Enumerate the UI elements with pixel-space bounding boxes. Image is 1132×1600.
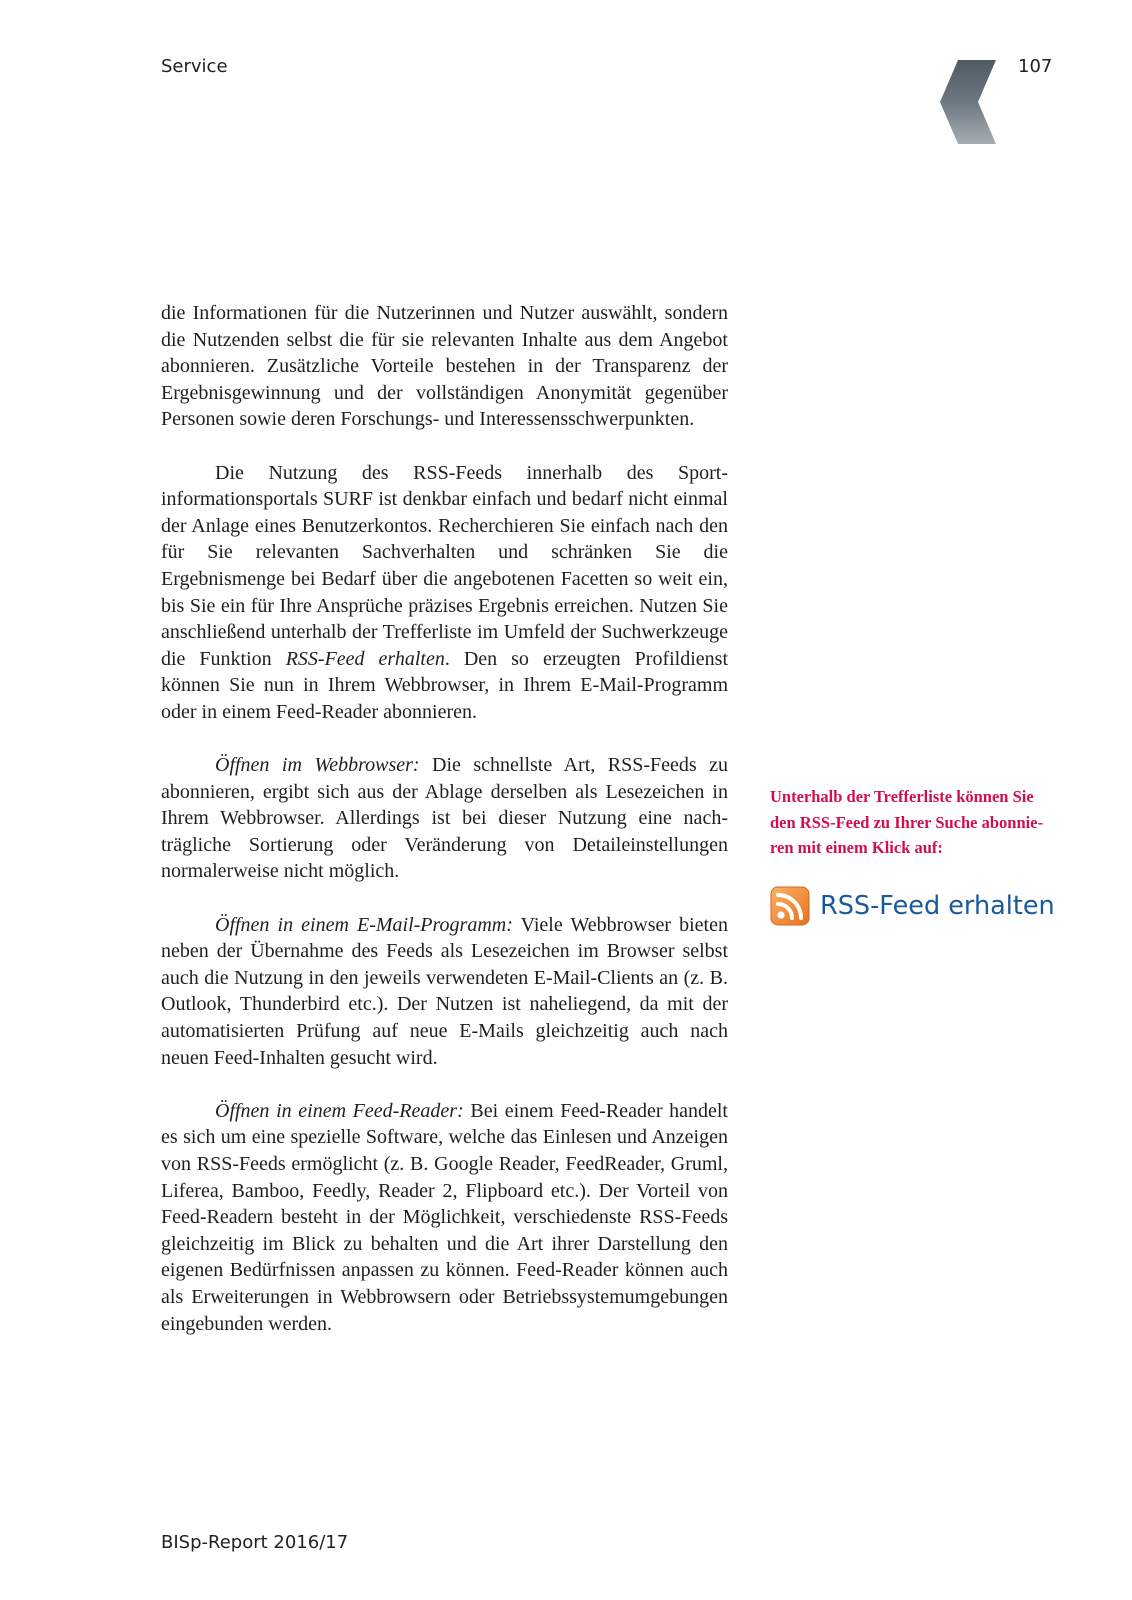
rss-feed-label: RSS-Feed erhalten — [820, 891, 1055, 921]
paragraph-5-text: Bei einem Feed-Reader handelt es sich um eine spezielle Software, welche das Einlesen und Anzeigen von RSS-Feeds ermöglicht (z. B. Google Reader, FeedReader, Gruml, Liferea, Bamboo, Feedly, Reader 2, Flipboard etc.). Der Vorteil von Feed-Readern besteht in der Möglichkeit, verschiedenste RSS-Feeds gleichzeitig im Blick zu behalten und die Art ihrer Darstellung den eigenen Bedürfnissen anpassen zu können. Feed-Reader können auch als Erweiterungen in Webbrowsern oder Betriebssystemumgebungen eingebunden werden. — [161, 1099, 728, 1335]
paragraph-2-text-a: Die Nutzung des RSS-Feeds innerhalb des Sportinformationsportals SURF ist denkbar einfach und bedarf nicht einmal der Anlage eines Benutzerkontos. Recherchieren Sie einfach nach den für Sie relevanten Sachverhalten und schränken Sie die Ergebnismenge bei Bedarf über die angebotenen Facetten so weit ein, bis Sie ein für Ihre Ansprüche präzises Ergebnis erreichen. Nutzen Sie anschließend unterhalb der Trefferliste im Umfeld der Suchwerkzeuge die Funktion — [161, 461, 728, 670]
paragraph-2-emphasis: RSS-Feed erhalten — [285, 647, 445, 670]
paragraph-4-text: Viele Webbrowser bieten neben der Übernahme des Feeds als Lesezeichen im Browser selbst auch die Nutzung in den jeweils verwendeten E-Mail-Clients an (z. B. Outlook, Thunderbird etc.). Der Nutzen ist naheliegend, da mit der automatisierten Prüfung auf neue E-Mails gleichzeitig auch nach neuen Feed-Inhalten gesucht wird. — [161, 913, 728, 1069]
paragraph-2-text-b: . Den so erzeugten Profildienst können Sie nun in Ihrem Webbrowser, in Ihrem E-Mail-Programm oder in einem Feed-Reader abonnieren. — [161, 647, 728, 723]
running-header-section: Service — [161, 56, 228, 77]
paragraph-4 — [161, 912, 728, 1072]
paragraph-3 — [161, 752, 728, 885]
paragraph-1: die Informationen für die Nutzerinnen und Nutzer auswählt, sondern die Nutzenden selbst die für sie relevanten Inhalte aus dem Angebot abonnieren. Zusätzliche Vorteile bestehen in der Transparenz der Ergebnisgewinnung und der vollständigen Anonymität gegenüber Personen sowie deren Forschungs- und Interessensschwerpunkten. — [161, 302, 728, 431]
sidebar-note: Unterhalb der Trefferliste können Sie den RSS-Feed zu Ihrer Suche abonnieren mit einem Klick auf: — [770, 787, 1044, 857]
paragraph-3-text: Die schnellste Art, RSS-Feeds zu abonnieren, ergibt sich aus der Ablage derselben als Lesezeichen in Ihrem Webbrowser. Allerdings ist bei dieser Nutzung eine nachträgliche Sortierung oder Veränderung von Detaileinstellungen normalerweise nicht möglich. — [161, 754, 728, 883]
footer-report-title: BISp-Report 2016/17 — [161, 1532, 349, 1553]
page-number: 107 — [1018, 56, 1053, 77]
main-text-column — [161, 300, 728, 1364]
paragraph-5 — [161, 1098, 728, 1337]
chevron-left-icon — [940, 60, 1000, 144]
rss-feed-button[interactable] — [770, 884, 1055, 928]
rss-icon — [770, 886, 810, 926]
paragraph-4-heading: Öffnen in einem E-Mail-Programm: — [215, 913, 513, 936]
paragraph-3-heading: Öffnen im Webbrowser: — [215, 754, 420, 777]
paragraph-5-heading: Öffnen in einem Feed-Reader: — [215, 1099, 464, 1122]
paragraph-2 — [161, 460, 728, 726]
